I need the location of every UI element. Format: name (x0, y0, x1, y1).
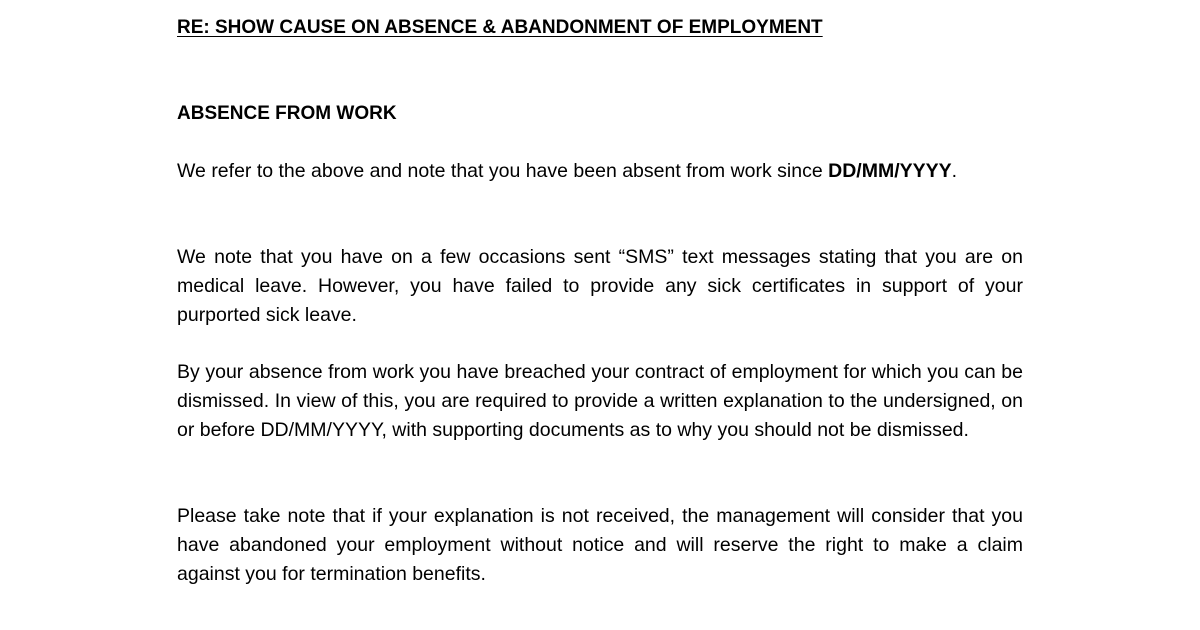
paragraph-absence-text: We refer to the above and note that you have been absent from work since (177, 160, 823, 182)
absence-date: DD/MM/YYYY (828, 160, 952, 182)
paragraph-absence-end: . (951, 160, 958, 182)
letter-subject: RE: SHOW CAUSE ON ABSENCE & ABANDONMENT OF EMPLOYMENT (177, 17, 823, 38)
paragraph-absence-notice (177, 157, 1023, 186)
paragraph-warning: Please take note that if your explanation is not received, the management will consider that you have abandoned your employment without notice and will reserve the right to make a claim against you for termination benefits. (177, 505, 1023, 585)
section-heading: ABSENCE FROM WORK (177, 103, 397, 124)
paragraph-breach-notice: By your absence from work you have breached your contract of employment for which you can be dismissed. In view of this, you are required to provide a written explanation to the undersigned, on or before DD/MM/YYYY, with supporting documents as to why you should not be dismissed. (177, 361, 1023, 441)
letter-page (177, 0, 1023, 630)
paragraph-sms-notice: We note that you have on a few occasions sent “SMS” text messages stating that you are on medical leave. However, you have failed to provide any sick certificates in support of your purported sick leave. (177, 246, 1023, 326)
